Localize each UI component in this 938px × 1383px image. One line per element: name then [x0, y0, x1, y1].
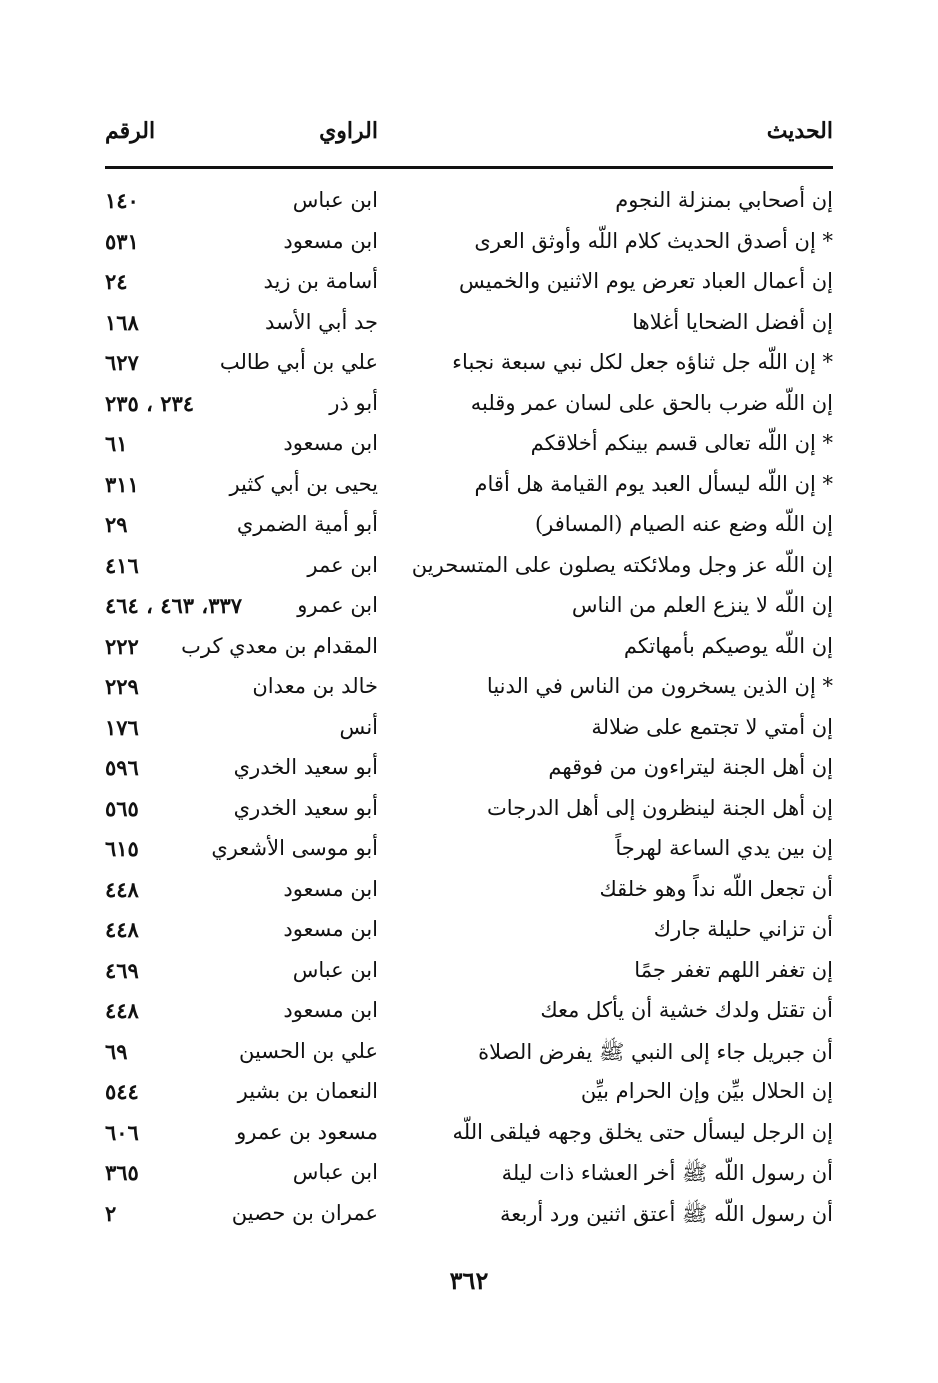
- hadith-text: إن أصحابي بمنزلة النجوم: [615, 188, 833, 212]
- narrator-name: أبو سعيد الخدري: [233, 795, 378, 820]
- hadith-number: ٦٢٧: [105, 350, 139, 375]
- hadith-number: ٤١٦: [105, 552, 139, 578]
- hadith-number: ٥٣١: [105, 228, 139, 254]
- table-row: [105, 873, 833, 914]
- hadith-number: ١٧٦: [105, 714, 139, 740]
- narrator-name: علي بن الحسين: [238, 1038, 378, 1063]
- hadith-number: ٢: [105, 1200, 117, 1226]
- hadith-number: ٥٤٤: [105, 1079, 139, 1104]
- hadith-text: * إن الذين يسخرون من الناس في الدنيا: [486, 674, 833, 698]
- narrator-name: أبو موسى الأشعري: [211, 836, 378, 860]
- table-row: [105, 265, 833, 306]
- hadith-index-table: [105, 184, 833, 1237]
- narrator-name: ابن مسعود: [283, 228, 378, 253]
- narrator-name: ابن مسعود: [283, 998, 378, 1022]
- hadith-number: ٦١٥: [105, 836, 139, 861]
- narrator-name: أسامة بن زيد: [263, 269, 378, 293]
- table-row: [105, 427, 833, 468]
- narrator-name: ابن عباس: [292, 1160, 378, 1184]
- narrator-name: النعمان بن بشير: [237, 1079, 378, 1103]
- hadith-text: إن اللّه ضرب بالحق على لسان عمر وقلبه: [470, 390, 833, 415]
- hadith-text: أن تقتل ولدك خشية أن يأكل معك: [540, 998, 833, 1022]
- narrator-name: علي بن أبي طالب: [219, 350, 378, 374]
- hadith-number: ٢٢٩: [105, 674, 139, 699]
- hadith-text: أن تزاني حليلة جارك: [653, 917, 833, 941]
- hadith-text: إن تغفر اللهم تغفر جمًا: [634, 957, 833, 982]
- narrator-name: جد أبي الأسد: [265, 309, 378, 334]
- table-row: [105, 589, 833, 630]
- hadith-text: إن اللّه لا ينزع العلم من الناس: [571, 593, 833, 617]
- narrator-name: ابن مسعود: [283, 431, 378, 455]
- hadith-text: إن الرجل ليسأل حتى يخلق وجهه فيلقى اللّه: [452, 1119, 833, 1144]
- table-row: [105, 994, 833, 1035]
- table-row: [105, 711, 833, 752]
- hadith-text: إن أفضل الضحايا أغلاها: [632, 309, 833, 334]
- table-row: [105, 306, 833, 347]
- hadith-text: أن تجعل اللّه نداً وهو خلقك: [599, 876, 833, 901]
- narrator-name: أبو ذر: [329, 390, 378, 415]
- table-row: [105, 346, 833, 387]
- table-row: [105, 670, 833, 711]
- hadith-text: إن اللّه وضع عنه الصيام (المسافر): [534, 512, 833, 536]
- hadith-number: ٢٩: [105, 512, 128, 537]
- hadith-column-header: الحديث: [766, 118, 833, 144]
- hadith-number: ٤٤٨: [105, 917, 139, 942]
- narrator-name: المقدام بن معدي كرب: [181, 633, 378, 658]
- hadith-number: ٢٣٤ ، ٢٣٥: [105, 390, 195, 416]
- table-row: [105, 184, 833, 225]
- narrator-name: ابن عباس: [292, 957, 378, 982]
- hadith-text: * إن اللّه جل ثناؤه جعل لكل نبي سبعة نجباء: [452, 350, 833, 374]
- hadith-number: ٦٩: [105, 1038, 128, 1064]
- hadith-number: ٣١١: [105, 471, 139, 497]
- hadith-text: إن اللّه عز وجل وملائكته يصلون على المتسحرين: [411, 552, 833, 577]
- hadith-text: إن أعمال العباد تعرض يوم الاثنين والخميس: [458, 269, 833, 293]
- hadith-number: ٦١: [105, 431, 128, 456]
- narrator-name: ابن عباس: [292, 188, 378, 212]
- hadith-number: ٢٤: [105, 269, 128, 294]
- hadith-number: ٤٤٨: [105, 876, 139, 902]
- hadith-number: ٦٠٦: [105, 1119, 139, 1145]
- table-row: [105, 549, 833, 590]
- hadith-number: ١٤٠: [105, 188, 139, 213]
- table-row: [105, 1156, 833, 1197]
- table-row: [105, 387, 833, 428]
- narrator-name: أبو سعيد الخدري: [233, 755, 378, 779]
- hadith-text: إن اللّه يوصيكم بأمهاتكم: [623, 633, 833, 658]
- hadith-number: ٥٦٥: [105, 795, 139, 821]
- narrator-name: ابن عمر: [307, 552, 378, 577]
- narrator-name: ابن عمرو: [297, 593, 378, 617]
- hadith-text: إن أمتي لا تجتمع على ضلالة: [591, 714, 833, 739]
- narrator-name: عمران بن حصين: [231, 1200, 378, 1225]
- hadith-text: أن رسول اللّه ﷺ أعتق اثنين ورد أربعة: [499, 1201, 833, 1226]
- page-number: ٣٦٢: [449, 1266, 489, 1295]
- table-row: [105, 832, 833, 873]
- hadith-number: ٤٤٨: [105, 998, 139, 1023]
- hadith-text: أن رسول اللّه ﷺ أخر العشاء ذات ليلة: [501, 1161, 833, 1185]
- table-row: [105, 751, 833, 792]
- table-row: [105, 468, 833, 509]
- hadith-text: إن الحلال بيِّن وإن الحرام بيِّن: [580, 1079, 833, 1103]
- hadith-number: ٥٩٦: [105, 755, 139, 780]
- narrator-name: مسعود بن عمرو: [236, 1119, 378, 1144]
- number-column-header: الرقم: [105, 118, 156, 144]
- narrator-name: أبو أمية الضمري: [236, 512, 378, 536]
- hadith-number: ٣٣٧، ٤٦٣ ، ٤٦٤: [105, 593, 243, 618]
- table-row: [105, 630, 833, 671]
- narrator-name: ابن مسعود: [283, 917, 378, 941]
- hadith-number: ٣٦٥: [105, 1160, 139, 1185]
- header-divider: [105, 166, 833, 169]
- hadith-number: ١٦٨: [105, 309, 139, 335]
- hadith-text: إن أهل الجنة ليتراءون من فوقهم: [548, 755, 833, 779]
- hadith-text: أن جبريل جاء إلى النبي ﷺ يفرض الصلاة: [478, 1039, 833, 1064]
- hadith-number: ٢٢٢: [105, 633, 139, 659]
- table-row: [105, 913, 833, 954]
- table-row: [105, 1035, 833, 1076]
- table-row: [105, 1197, 833, 1238]
- narrator-name: يحيى بن أبي كثير: [229, 471, 378, 496]
- table-row: [105, 792, 833, 833]
- table-header: [105, 112, 833, 158]
- narrator-name: أنس: [339, 714, 378, 739]
- table-row: [105, 1075, 833, 1116]
- table-row: [105, 508, 833, 549]
- narrator-name: خالد بن معدان: [252, 674, 378, 698]
- table-row: [105, 225, 833, 266]
- table-row: [105, 954, 833, 995]
- hadith-text: * إن أصدق الحديث كلام اللّه وأوثق العرى: [474, 228, 833, 253]
- narrator-name: ابن مسعود: [283, 876, 378, 901]
- hadith-text: إن أهل الجنة لينظرون إلى أهل الدرجات: [486, 795, 833, 820]
- table-row: [105, 1116, 833, 1157]
- hadith-number: ٤٦٩: [105, 957, 139, 983]
- narrator-column-header: الراوي: [319, 118, 378, 144]
- hadith-text: إن بين يدي الساعة لهرجاً: [615, 836, 833, 860]
- hadith-text: * إن اللّه ليسأل العبد يوم القيامة هل أقام: [474, 471, 833, 496]
- hadith-text: * إن اللّه تعالى قسم بينكم أخلاقكم: [530, 431, 833, 455]
